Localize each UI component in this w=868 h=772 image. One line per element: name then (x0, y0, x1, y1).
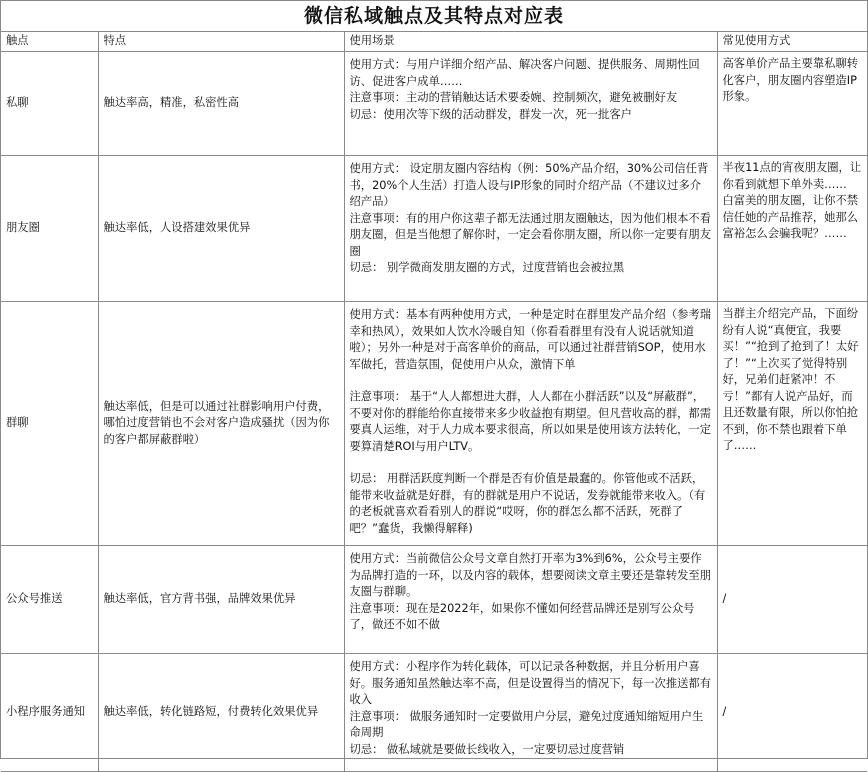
feature-cell: 触达率低，官方背书强，品牌效果优异 (98, 546, 344, 654)
scene-line: 切忌：使用次等下级的活动群发，群发一次，死一批客户 (349, 107, 632, 121)
touchpoint-cell: 公众号推送 (1, 546, 98, 654)
scene-line: 使用方式：小程序作为转化载体，可以记录各种数据，并且分析用户喜好。服务通知虽然触达率不高，但是设置得当的情况下，每一次推送都有收入 (349, 660, 712, 706)
header-usage: 常见使用方式 (717, 32, 867, 52)
table-row (1, 156, 867, 302)
table-title: 微信私域触点及其特点对应表 (1, 1, 867, 32)
usage-cell: / (717, 654, 867, 772)
scene-line: 切忌： 做私域就是要做长线收入，一定要切忌过度营销 (349, 742, 625, 756)
table-row (1, 52, 867, 156)
header-row (1, 32, 867, 52)
scene-cell (344, 302, 717, 546)
usage-cell: 当群主介绍完产品，下面纷纷有人说“真便宜，我要买！”“抢到了抢到了！太好了！”“上次买了觉得特别好，兄弟们赶紧冲！不亏！”都有人说产品好，而且还数量有限，所以你怕抢不到，你不禁也跟着下单了…… (717, 302, 867, 546)
touchpoint-cell: 私聊 (1, 52, 98, 156)
scene-line: 注意事项：现在是2022年，如果你不懂如何经营品牌还是别写公众号了，做还不如不做 (349, 601, 695, 631)
scene-line: 切忌： 用群活跃度判断一个群是否有价值是最蠢的。你管他或不活跃，能带来收益就是好群，有的群就是用户不说话，发券就能带来收入。（有的老板就喜欢看看别人的群说“哎呀，你的群怎么都不活跃，死群了吧？”蠢货，我懒得解释) (349, 472, 706, 535)
table-row (1, 546, 867, 654)
scene-line: 注意事项： 基于“人人都想进大群，人人都在小群活跃”以及“屏蔽群”，不要对你的群能给你直接带来多少收益抱有期望。但凡营收高的群，都需要真人运维，对于人力成本要求很高，所以如果是使用该方法转化，一定要算清楚ROI与用户LTV。 (349, 390, 712, 453)
feature-cell: 触达率高，精准，私密性高 (98, 52, 344, 156)
table-row (1, 302, 867, 546)
feature-cell: 触达率低，但是可以通过社群影响用户付费，哪怕过度营销也不会对客户造成骚扰（因为你的客户都屏蔽群啦） (98, 302, 344, 546)
scene-cell (344, 52, 717, 156)
usage-cell: / (717, 546, 867, 654)
scene-cell (344, 546, 717, 654)
scene-line: 使用方式：基本有两种使用方式，一种是定时在群里发产品介绍（参考瑞幸和热风），效果如人饮水冷暖自知（你看看群里有没有人说话就知道啦）；另外一种是对于高客单价的商品，可以通过社群营销SOP，使用水军做托，营造氛围，促使用户从众，激情下单 (349, 308, 712, 371)
touchpoint-cell: 朋友圈 (1, 156, 98, 302)
scene-cell (344, 156, 717, 302)
scene-cell (344, 654, 717, 772)
scene-line: 使用方式： 设定朋友圈内容结构（例：50%产品介绍，30%公司信任背书，20%个人生活）打造人设与IP形象的同时介绍产品（不建议过多介绍产品） (349, 162, 709, 208)
header-scene: 使用场景 (344, 32, 717, 52)
feature-cell: 触达率低，转化链路短，付费转化效果优异 (98, 654, 344, 772)
touchpoint-table (1, 32, 867, 772)
table-row (1, 654, 867, 772)
scene-line: 切忌： 别学微商发朋友圈的方式，过度营销也会被拉黑 (349, 261, 625, 274)
touchpoint-cell: 小程序服务通知 (1, 654, 98, 772)
paragraph-gap (350, 373, 712, 389)
header-touchpoint: 触点 (1, 32, 98, 52)
scene-line: 使用方式：与用户详细介绍产品、解决客户问题、提供服务、周期性回访、促进客户成单…… (349, 58, 700, 88)
feature-cell: 触达率低，人设搭建效果优异 (98, 156, 344, 302)
paragraph-gap (350, 455, 712, 471)
header-feature: 特点 (98, 32, 344, 52)
usage-cell: 半夜11点的宵夜朋友圈，让你看到就想下单外卖…… 白富美的朋友圈，让你不禁信任她的产品推荐，她那么富裕怎么会骗我呢？…… (717, 156, 867, 302)
touchpoint-cell: 群聊 (1, 302, 98, 546)
scene-line: 使用方式：当前微信公众号文章自然打开率为3%到6%，公众号主要作为品牌打造的一环，以及内容的载体，想要阅读文章主要还是靠转发至朋友圈与群聊。 (349, 552, 712, 598)
usage-cell: 高客单价产品主要靠私聊转化客户，朋友圈内容塑造IP形象。 (717, 52, 867, 156)
scene-line: 注意事项： 做服务通知时一定要做用户分层，避免过度通知缩短用户生命周期 (349, 709, 704, 739)
scene-line: 注意事项：有的用户你这辈子都无法通过朋友圈触达，因为他们根本不看朋友圈，但是当他想了解你时，一定会看你朋友圈，所以你一定要有朋友圈 (349, 211, 712, 258)
scene-line: 注意事项：主动的营销触达话术要委婉、控制频次，避免被删好友 (349, 91, 678, 104)
